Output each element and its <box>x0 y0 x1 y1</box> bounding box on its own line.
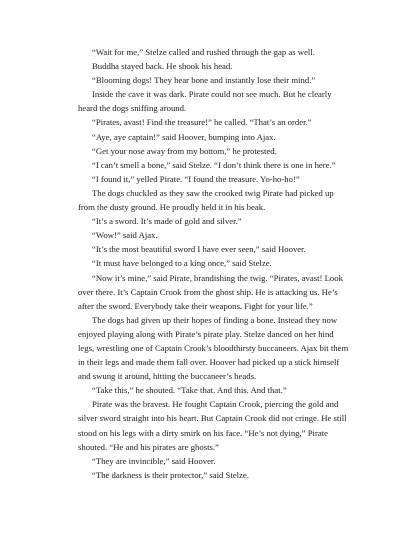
paragraph: “I found it,” yelled Pirate. “I found the treasure. Yo-ho-ho!” <box>92 173 300 184</box>
paragraph: “It must have belonged to a king once,” said Stelze. <box>92 258 272 269</box>
paragraph: The dogs chuckled as they saw the crooked twig Pirate had picked up from the dusty ground. He proudly held it in his beak. <box>78 187 334 213</box>
paragraph: “They are invincible,” said Hoover. <box>92 455 216 466</box>
paragraph: “It’s the most beautiful sword I have ever seen,” said Hoover. <box>92 244 306 255</box>
paragraph: “Now it’s mine,” said Pirate, brandishing the twig. “Pirates, avast! Look over there. It’s Captain Crook from the ghost ship. He is attacking us. He’s after the sword. Everybody take their weapons. Fight for your life.” <box>78 272 343 311</box>
paragraph: “I can’t smell a bone,” said Stelze. “I don’t think there is one in here.” <box>92 159 336 170</box>
paragraph: Pirate was the bravest. He fought Captain Crook, piercing the gold and silver sword straight into his heart. But Captain Crook did not cringe. He still stood on his legs with a dirty smirk on his face. “He’s not dying,” Pirate shouted. “He and his pirates are ghosts.” <box>78 399 347 452</box>
paragraph: “Aye, aye captain!” said Hoover, bumping into Ajax. <box>92 131 276 142</box>
paragraph: “Get your nose away from my bottom,” he protested. <box>92 145 277 156</box>
paragraph: Inside the cave it was dark. Pirate could not see much. But he clearly heard the dogs sniffing around. <box>78 89 332 114</box>
paragraph: “Wait for me,” Stelze called and rushed through the gap as well. <box>92 47 315 57</box>
paragraph: Buddha stayed back. He shook his head. <box>92 61 233 72</box>
paragraph: “Take this,” he shouted. “Take that. And this. And that.” <box>92 385 287 396</box>
paragraph: “Wow!” said Ajax. <box>92 230 158 241</box>
paragraph: “Blooming dogs! They hear bone and instantly lose their mind.” <box>92 75 316 86</box>
paragraph: “The darkness is their protector,” said Stelze. <box>92 469 249 480</box>
paragraph: “Pirates, avast! Find the treasure!” he called. “That’s an order.” <box>92 117 312 128</box>
paragraph: The dogs had given up their hopes of finding a bone. Instead they now enjoyed playing along with Pirate’s pirate play. Stelze danced on her hind legs, wrestling one of Captain Crook’s bloodthirsty buccaneers. Ajax bit them in their legs and made them fall over. Hoover had picked up a stick himself and swung it around, hitting the buccaneer’s heads. <box>78 314 349 382</box>
paragraph: “It’s a sword. It’s made of gold and silver.” <box>92 216 242 227</box>
story-text <box>78 45 350 482</box>
